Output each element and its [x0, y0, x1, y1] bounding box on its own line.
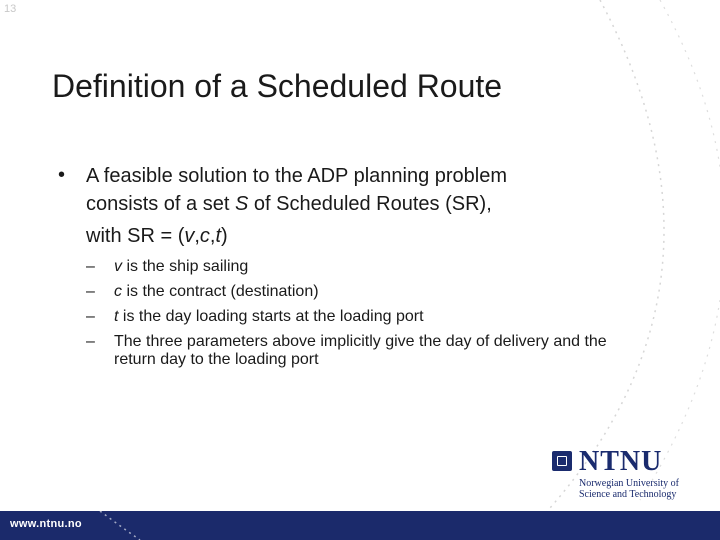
sub-bullet-list [86, 258, 646, 376]
sub-bullet-text: is the contract (destination) [122, 283, 319, 300]
sub-bullet-text: is the day loading starts at the loading port [118, 308, 424, 325]
dash-marker: – [86, 333, 95, 350]
sub-bullet-item [86, 308, 646, 326]
footer-bar [0, 511, 720, 540]
dash-marker: – [86, 258, 95, 275]
sub-bullet-text: The three parameters above implicitly give the day of delivery and the return day to the loading port [114, 333, 607, 368]
bullet-marker: • [58, 164, 66, 186]
var-t: t [215, 225, 222, 247]
slide-number: 13 [4, 3, 17, 15]
footer-url-link[interactable]: www.ntnu.no [10, 518, 82, 530]
comma-2: , [209, 225, 216, 247]
slide-title: Definition of a Scheduled Route [52, 68, 503, 104]
logo-name: NTNU [579, 446, 663, 477]
set-variable: S [234, 193, 249, 215]
main-bullet-text [86, 162, 658, 250]
sub-bullet-item [86, 333, 646, 369]
sub-bullet-item [86, 258, 646, 276]
logo-subtitle [579, 478, 679, 500]
ntnu-logo-icon [552, 451, 572, 471]
logo-line-2: Science and Technology [579, 489, 677, 500]
comma-1: , [194, 225, 200, 247]
ntnu-logo [552, 448, 712, 502]
bullet-line-2-post: of Scheduled Routes (SR), [248, 193, 492, 215]
bullet-line-1: A feasible solution to the ADP planning problem [86, 165, 508, 187]
sub-variable: v [114, 258, 122, 275]
bullet-line-3 [86, 222, 658, 250]
sub-bullet-item [86, 283, 646, 301]
var-v: v [184, 225, 195, 247]
dash-marker: – [86, 308, 95, 325]
logo-line-1: Norwegian University of [579, 478, 679, 489]
bullet-line-3-pre: with SR = ( [86, 225, 185, 247]
var-c: c [199, 225, 210, 247]
footer-dots-decoration [0, 511, 720, 540]
bullet-line-2-pre: consists of a set [86, 193, 235, 215]
sub-bullet-text: is the ship sailing [122, 258, 249, 275]
main-bullet [58, 162, 658, 250]
sub-variable: t [114, 308, 119, 325]
sub-variable: c [114, 283, 122, 300]
bullet-line-3-post: ) [221, 225, 228, 247]
dash-marker: – [86, 283, 95, 300]
